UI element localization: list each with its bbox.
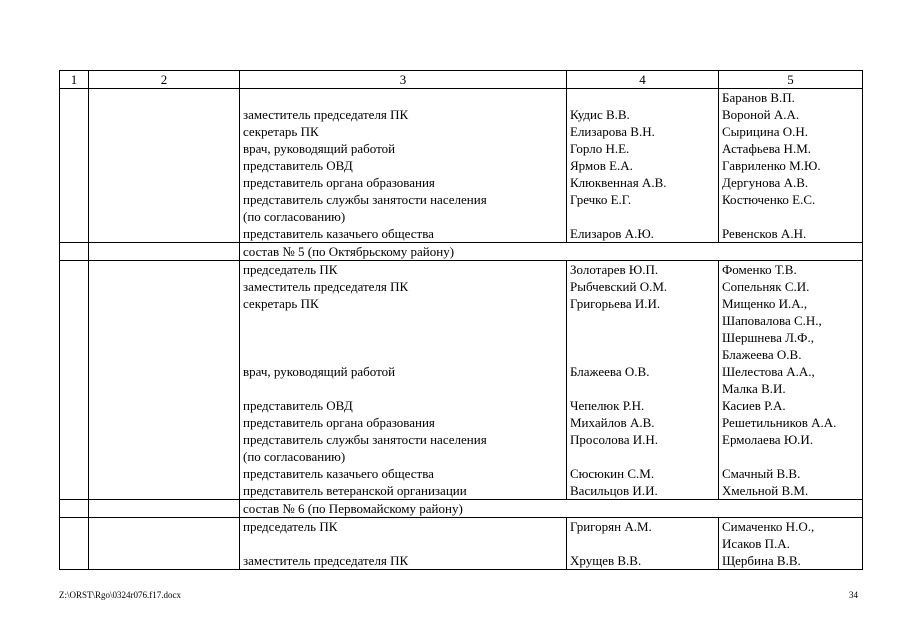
role-line: представитель казачьего общества xyxy=(243,226,434,241)
chair-name-cell xyxy=(567,225,719,243)
role-cell xyxy=(240,140,567,157)
deputy-names-cell xyxy=(719,89,863,107)
cell-col-2 xyxy=(89,500,240,518)
table-row xyxy=(60,157,863,174)
table-row xyxy=(60,261,863,279)
table-row xyxy=(60,397,863,414)
cell-col-1 xyxy=(60,414,89,431)
table-body xyxy=(60,71,863,570)
name-line: Баранов В.П. xyxy=(722,90,795,105)
cell-col-1 xyxy=(60,552,89,570)
deputy-names-cell xyxy=(719,295,863,363)
role-cell xyxy=(240,106,567,123)
cell-col-2 xyxy=(89,191,240,225)
name-line: Горло Н.Е. xyxy=(570,141,630,156)
cell-col-2 xyxy=(89,414,240,431)
name-line: Гречко Е.Г. xyxy=(570,192,632,207)
role-line: представитель службы занятости населения xyxy=(243,432,487,447)
table-row xyxy=(60,518,863,553)
role-cell xyxy=(240,431,567,465)
cell-col-2 xyxy=(89,243,240,261)
role-cell xyxy=(240,363,567,397)
deputy-names-cell xyxy=(719,157,863,174)
table-row xyxy=(60,278,863,295)
cell-col-2 xyxy=(89,174,240,191)
header-col-3: 3 xyxy=(240,71,567,89)
cell-col-1 xyxy=(60,225,89,243)
role-cell xyxy=(240,89,567,107)
role-line: председатель ПК xyxy=(243,519,338,534)
name-line: Малка В.И. xyxy=(722,381,786,396)
table-row xyxy=(60,191,863,225)
role-cell xyxy=(240,191,567,225)
name-line: Вороной А.А. xyxy=(722,107,800,122)
deputy-names-cell xyxy=(719,397,863,414)
role-line: представитель ветеранской организации xyxy=(243,483,467,498)
deputy-names-cell xyxy=(719,482,863,500)
table-row xyxy=(60,295,863,363)
name-line: Золотарев Ю.П. xyxy=(570,262,659,277)
chair-name-cell xyxy=(567,278,719,295)
chair-name-cell xyxy=(567,89,719,107)
section-row xyxy=(60,243,863,261)
deputy-names-cell xyxy=(719,123,863,140)
name-line xyxy=(570,89,715,106)
name-line: Михайлов А.В. xyxy=(570,415,655,430)
header-col-1: 1 xyxy=(60,71,89,89)
cell-col-2 xyxy=(89,295,240,363)
name-line: Просолова И.Н. xyxy=(570,432,659,447)
chair-name-cell xyxy=(567,174,719,191)
name-line: Хмельной В.М. xyxy=(722,483,809,498)
cell-col-1 xyxy=(60,465,89,482)
chair-name-cell xyxy=(567,363,719,397)
role-line: секретарь ПК xyxy=(243,124,319,139)
table-row xyxy=(60,174,863,191)
cell-col-1 xyxy=(60,363,89,397)
name-line: Григорьева И.И. xyxy=(570,296,661,311)
cell-col-2 xyxy=(89,89,240,107)
section-title: состав № 6 (по Первомайскому району) xyxy=(240,500,863,518)
role-cell xyxy=(240,261,567,279)
table-row xyxy=(60,482,863,500)
deputy-names-cell xyxy=(719,225,863,243)
chair-name-cell xyxy=(567,414,719,431)
name-line: Ермолаева Ю.И. xyxy=(722,432,814,447)
deputy-names-cell xyxy=(719,261,863,279)
chair-name-cell xyxy=(567,518,719,553)
role-cell xyxy=(240,157,567,174)
name-line: Касиев Р.А. xyxy=(722,398,786,413)
role-cell xyxy=(240,465,567,482)
deputy-names-cell xyxy=(719,140,863,157)
deputy-names-cell xyxy=(719,278,863,295)
name-line: Ярмов Е.А. xyxy=(570,158,633,173)
deputy-names-cell xyxy=(719,363,863,397)
cell-col-1 xyxy=(60,261,89,279)
role-cell xyxy=(240,295,567,363)
name-line: Шелестова А.А., xyxy=(722,364,815,379)
role-line: секретарь ПК xyxy=(243,296,319,311)
deputy-names-cell xyxy=(719,191,863,225)
section-title: состав № 5 (по Октябрьскому району) xyxy=(240,243,863,261)
table-row xyxy=(60,225,863,243)
name-line: Ревенсков А.Н. xyxy=(722,226,807,241)
role-line: врач, руководящий работой xyxy=(243,141,396,156)
chair-name-cell xyxy=(567,261,719,279)
name-line: Чепелюк Р.Н. xyxy=(570,398,645,413)
table-row xyxy=(60,363,863,397)
cell-col-1 xyxy=(60,123,89,140)
table-row xyxy=(60,89,863,107)
table-row xyxy=(60,106,863,123)
role-cell xyxy=(240,414,567,431)
header-col-2: 2 xyxy=(89,71,240,89)
cell-col-2 xyxy=(89,123,240,140)
deputy-names-cell xyxy=(719,518,863,553)
cell-col-1 xyxy=(60,518,89,553)
cell-col-2 xyxy=(89,140,240,157)
table-row xyxy=(60,465,863,482)
role-line: представитель службы занятости населения xyxy=(243,192,487,207)
chair-name-cell xyxy=(567,482,719,500)
table-row xyxy=(60,140,863,157)
name-line: Рыбчевский О.М. xyxy=(570,279,668,294)
cell-col-2 xyxy=(89,278,240,295)
cell-col-2 xyxy=(89,552,240,570)
cell-col-1 xyxy=(60,482,89,500)
cell-col-1 xyxy=(60,157,89,174)
name-line: Кудис В.В. xyxy=(570,107,630,122)
chair-name-cell xyxy=(567,106,719,123)
role-line: председатель ПК xyxy=(243,262,338,277)
chair-name-cell xyxy=(567,552,719,570)
name-line: Гавриленко М.Ю. xyxy=(722,158,821,173)
chair-name-cell xyxy=(567,431,719,465)
name-line: Решетильников А.А. xyxy=(722,415,837,430)
name-line: Смачный В.В. xyxy=(722,466,801,481)
role-cell xyxy=(240,552,567,570)
deputy-names-cell xyxy=(719,431,863,465)
role-line: представитель ОВД xyxy=(243,398,353,413)
cell-col-2 xyxy=(89,363,240,397)
cell-col-2 xyxy=(89,465,240,482)
role-line: (по согласованию) xyxy=(243,209,346,224)
deputy-names-cell xyxy=(719,106,863,123)
footer-page-number: 34 xyxy=(849,590,858,600)
name-line: Дергунова А.В. xyxy=(722,175,809,190)
table-row xyxy=(60,552,863,570)
role-line: представитель органа образования xyxy=(243,175,435,190)
table-row xyxy=(60,414,863,431)
chair-name-cell xyxy=(567,157,719,174)
cell-col-1 xyxy=(60,140,89,157)
cell-col-1 xyxy=(60,500,89,518)
name-line: Сопельняк С.И. xyxy=(722,279,810,294)
role-line: (по согласованию) xyxy=(243,449,346,464)
role-line: заместитель председателя ПК xyxy=(243,553,409,568)
name-line: Елизаров А.Ю. xyxy=(570,226,654,241)
header-col-4: 4 xyxy=(567,71,719,89)
name-line: Сюсюкин С.М. xyxy=(570,466,655,481)
name-line: Симаченко Н.О., xyxy=(722,519,815,534)
document-table xyxy=(59,70,863,570)
name-line: Хрущев В.В. xyxy=(570,553,642,568)
cell-col-1 xyxy=(60,191,89,225)
name-line: Фоменко Т.В. xyxy=(722,262,797,277)
cell-col-1 xyxy=(60,431,89,465)
name-line: Блажеева О.В. xyxy=(570,364,650,379)
name-line: Шершнева Л.Ф., xyxy=(722,330,814,345)
name-line: Блажеева О.В. xyxy=(722,347,802,362)
section-row xyxy=(60,500,863,518)
deputy-names-cell xyxy=(719,414,863,431)
cell-col-1 xyxy=(60,106,89,123)
header-col-5: 5 xyxy=(719,71,863,89)
role-line: представитель казачьего общества xyxy=(243,466,434,481)
cell-col-1 xyxy=(60,278,89,295)
name-line: Исаков П.А. xyxy=(722,536,790,551)
cell-col-2 xyxy=(89,482,240,500)
cell-col-1 xyxy=(60,89,89,107)
cell-col-1 xyxy=(60,397,89,414)
role-line: заместитель председателя ПК xyxy=(243,279,409,294)
deputy-names-cell xyxy=(719,465,863,482)
chair-name-cell xyxy=(567,465,719,482)
role-cell xyxy=(240,123,567,140)
cell-col-1 xyxy=(60,295,89,363)
deputy-names-cell xyxy=(719,552,863,570)
cell-col-2 xyxy=(89,157,240,174)
chair-name-cell xyxy=(567,123,719,140)
role-line: представитель ОВД xyxy=(243,158,353,173)
cell-col-2 xyxy=(89,397,240,414)
name-line: Шаповалова С.Н., xyxy=(722,313,822,328)
cell-col-2 xyxy=(89,261,240,279)
role-cell xyxy=(240,397,567,414)
role-cell xyxy=(240,225,567,243)
chair-name-cell xyxy=(567,140,719,157)
name-line: Щербина В.В. xyxy=(722,553,801,568)
role-line: заместитель председателя ПК xyxy=(243,107,409,122)
chair-name-cell xyxy=(567,295,719,363)
role-line xyxy=(243,89,563,106)
table-header-row xyxy=(60,71,863,89)
cell-col-2 xyxy=(89,518,240,553)
cell-col-2 xyxy=(89,225,240,243)
role-line: врач, руководящий работой xyxy=(243,364,396,379)
cell-col-2 xyxy=(89,106,240,123)
table-row xyxy=(60,431,863,465)
role-cell xyxy=(240,174,567,191)
cell-col-2 xyxy=(89,431,240,465)
role-cell xyxy=(240,518,567,553)
cell-col-1 xyxy=(60,174,89,191)
name-line: Костюченко Е.С. xyxy=(722,192,816,207)
chair-name-cell xyxy=(567,191,719,225)
deputy-names-cell xyxy=(719,174,863,191)
name-line: Астафьева Н.М. xyxy=(722,141,812,156)
name-line: Васильцов И.И. xyxy=(570,483,658,498)
table-row xyxy=(60,123,863,140)
name-line: Елизарова В.Н. xyxy=(570,124,655,139)
name-line: Сырицина О.Н. xyxy=(722,124,809,139)
name-line: Клюквенная А.В. xyxy=(570,175,667,190)
role-cell xyxy=(240,278,567,295)
chair-name-cell xyxy=(567,397,719,414)
role-line: представитель органа образования xyxy=(243,415,435,430)
cell-col-1 xyxy=(60,243,89,261)
footer-file-path: Z:\ORST\Rgo\0324r076.f17.docx xyxy=(59,590,181,600)
role-cell xyxy=(240,482,567,500)
name-line: Григорян А.М. xyxy=(570,519,652,534)
name-line: Мищенко И.А., xyxy=(722,296,808,311)
